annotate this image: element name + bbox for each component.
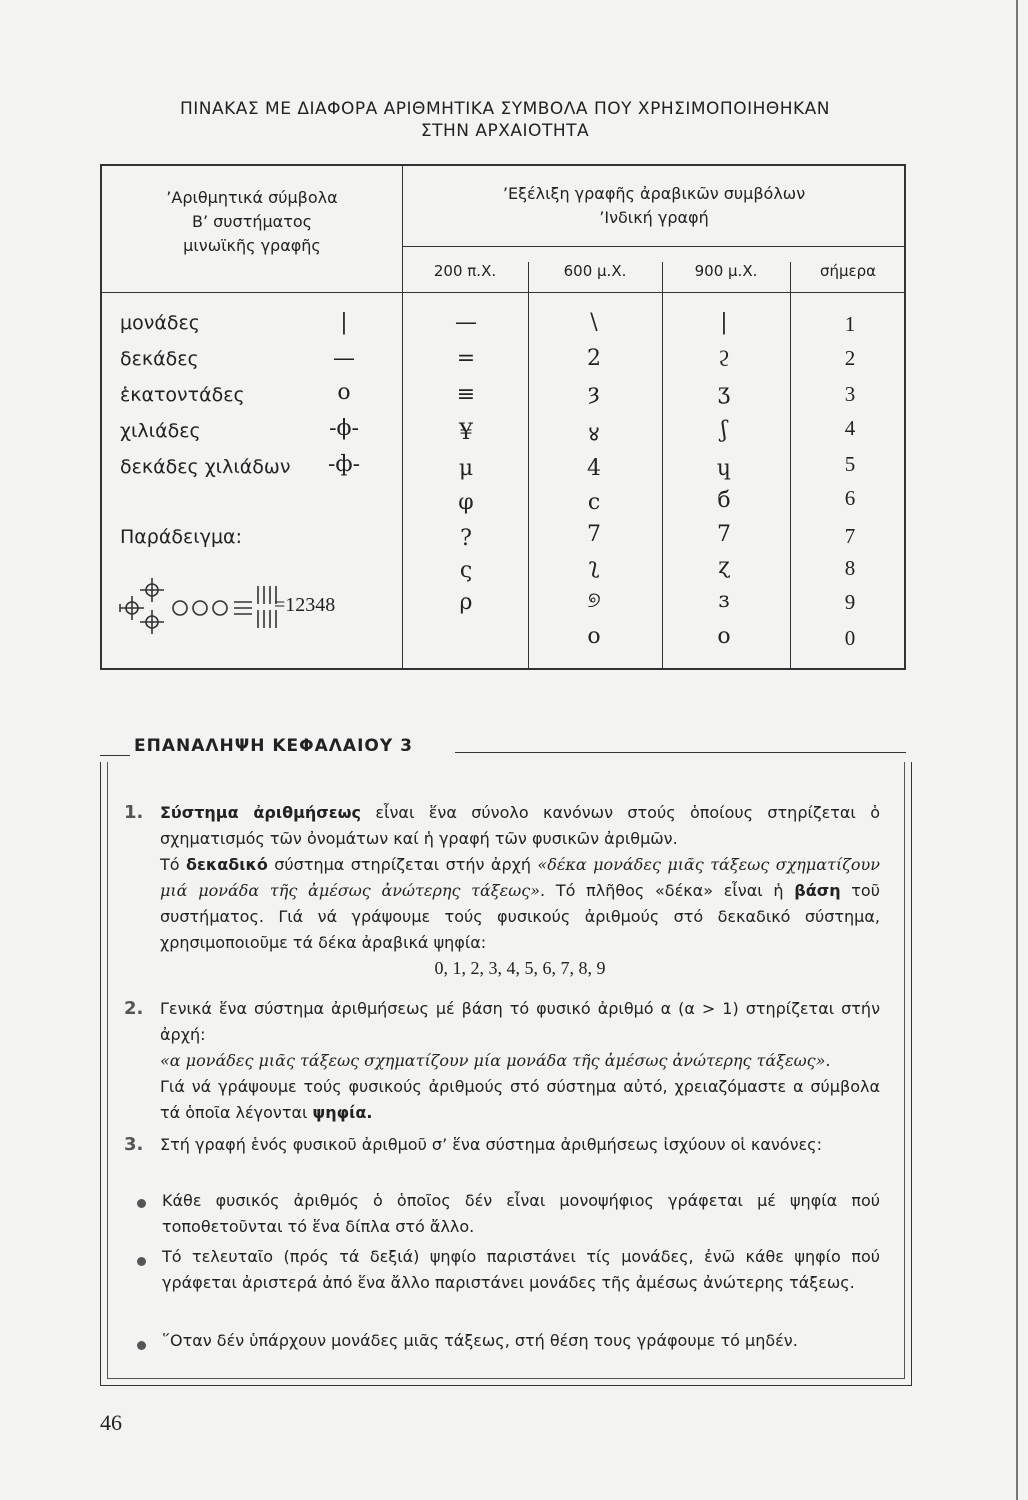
text: σύστημα στηρίζεται στήν ἀρχή xyxy=(274,855,531,874)
glyph-200bc: ¥ xyxy=(459,420,473,445)
glyph-900ad: б xyxy=(717,488,731,513)
heading-rule xyxy=(100,755,130,756)
page-edge xyxy=(1016,0,1018,1500)
left-header-line: ’Αριθμητικά σύμβολα xyxy=(166,188,338,207)
glyph-600ad: c xyxy=(587,490,601,515)
divider xyxy=(528,262,529,668)
minoan-symbol: -ф- xyxy=(327,452,361,477)
digit-today: 7 xyxy=(844,524,856,548)
column-header-900ad: 900 μ.Χ. xyxy=(694,262,758,280)
bullet-icon xyxy=(137,1341,146,1350)
glyph-200bc: ρ xyxy=(459,590,473,615)
text: Γενικά ἕνα σύστημα ἀριθμήσεως μέ βάση τό φυσικό ἀριθμό α (α > 1) στηρίζεται στήν ἀρχή: xyxy=(160,999,880,1044)
term: Σύστημα ἀριθμήσεως xyxy=(160,803,362,822)
digits-list: 0, 1, 2, 3, 4, 5, 6, 7, 8, 9 xyxy=(434,958,606,978)
divider xyxy=(402,166,403,668)
glyph-200bc: ≡ xyxy=(456,382,476,407)
item-text xyxy=(160,852,880,956)
digit-today: 2 xyxy=(844,346,856,370)
digit-today: 9 xyxy=(844,590,856,614)
glyph-900ad: | xyxy=(720,310,728,335)
quote: «δέκα μονάδες μιᾶς τάξεως σχηματίζουν μιά μονάδα τῆς ἀμέσως ἀνώτερης τάξεως». xyxy=(160,855,880,900)
glyph-200bc: ς xyxy=(459,558,473,583)
glyph-900ad: 7 xyxy=(717,522,731,547)
divider xyxy=(102,292,904,293)
item-number: 1. xyxy=(124,802,144,823)
term: ψηφία. xyxy=(312,1103,373,1122)
text: τοῦ συστήματος. Γιά νά γράψουμε τούς φυσικούς ἀριθμούς στό δεκαδικό σύστημα, χρησιμοποιοῦμε τά δέκα ἀραβικά ψηφία: xyxy=(160,881,880,952)
review-item-1 xyxy=(124,800,881,860)
rule-2: Τό τελευταῖο (πρός τά δεξιά) ψηφίο παριστάνει τίς μονάδες, ἐνῶ κάθε ψηφίο πού γράφεται ἀριστερά ἀπό ἕνα ἄλλο παριστάνει μονάδες τῆς ἀμέσως ἀνώτερης τάξεως. xyxy=(162,1247,880,1292)
glyph-600ad: 2 xyxy=(587,346,601,371)
digit-today: 0 xyxy=(844,626,856,650)
glyph-600ad: 4 xyxy=(587,456,601,481)
row-label-ten-thousands: δεκάδες χιλιάδων xyxy=(120,456,291,478)
glyph-600ad: o xyxy=(587,624,601,649)
column-header-200bc: 200 π.Χ. xyxy=(433,262,497,280)
glyph-600ad: \ xyxy=(590,310,598,335)
glyph-900ad: o xyxy=(717,624,731,649)
example-minoan-number xyxy=(116,578,386,634)
glyph-200bc: — xyxy=(455,310,477,335)
text: Στή γραφή ἑνός φυσικοῦ ἀριθμοῦ σ’ ἕνα σύστημα ἀριθμήσεως ἰσχύουν οἱ κανόνες: xyxy=(160,1135,822,1154)
item-number: 2. xyxy=(124,998,144,1019)
glyph-900ad: ɀ xyxy=(718,554,730,579)
glyph-200bc: μ xyxy=(458,456,474,481)
left-header xyxy=(112,186,392,258)
glyph-200bc: = xyxy=(456,346,476,371)
divider xyxy=(790,262,791,668)
item-text xyxy=(160,1048,912,1074)
digit-today: 4 xyxy=(844,416,856,440)
digit-today: 6 xyxy=(844,486,856,510)
left-header-line: μινωϊκῆς γραφῆς xyxy=(183,236,321,255)
divider xyxy=(662,262,663,668)
glyph-200bc: ? xyxy=(460,526,472,551)
heading-rule xyxy=(455,752,906,753)
example-label: Παράδειγμα: xyxy=(120,526,242,548)
title-line-2: ΣΤΗΝ ΑΡΧΑΙΟΤΗΤΑ xyxy=(420,121,590,141)
definition: εἶναι ἕνα σύνολο κανόνων στούς ὁποίους στηρίζεται ὁ σχηματισμός τῶν ὀνομάτων καί ἡ γραφή τῶν φυσικῶν ἀριθμῶν. xyxy=(160,803,881,848)
bullet-icon xyxy=(137,1257,146,1266)
title-line-1: ΠΙΝΑΚΑΣ ΜΕ ΔΙΑΦΟΡΑ ΑΡΙΘΜΗΤΙΚΑ ΣΥΜΒΟΛΑ ΠΟΥ ΧΡΗΣΙΜΟΠΟΙΗΘΗΚΑΝ xyxy=(179,99,831,119)
row-label-hundreds: ἑκατοντάδες xyxy=(120,384,245,406)
glyph-600ad: ४ xyxy=(588,422,600,447)
item-number: 3. xyxy=(124,1134,144,1155)
minoan-symbol: — xyxy=(333,346,355,371)
quote: «α μονάδες μιᾶς τάξεως σχηματίζουν μία μονάδα τῆς ἀμέσως ἀνώτερης τάξεως». xyxy=(160,1051,831,1070)
row-label-units: μονάδες xyxy=(120,312,200,334)
glyph-600ad: ȝ xyxy=(588,380,600,405)
numerals-table xyxy=(100,164,906,670)
glyph-600ad: ୭ xyxy=(587,588,601,613)
glyph-900ad: ɥ xyxy=(716,456,732,481)
review-heading xyxy=(100,736,906,756)
page-title xyxy=(100,98,910,142)
item-text xyxy=(160,1074,880,1126)
glyph-200bc: φ xyxy=(458,490,474,515)
text: Τό xyxy=(160,855,180,874)
item-text xyxy=(160,1132,880,1158)
digit-today: 5 xyxy=(844,452,856,476)
right-header-line: ’Εξέλιξη γραφῆς ἀραβικῶν συμβόλων xyxy=(502,184,806,203)
row-label-thousands: χιλιάδες xyxy=(120,420,201,442)
glyph-600ad: ʅ xyxy=(588,554,600,579)
column-header-today: σήμερα xyxy=(819,262,877,280)
minoan-symbol: o xyxy=(337,380,351,405)
example-value: =12348 xyxy=(274,594,336,616)
digit-today: 1 xyxy=(844,312,856,336)
item-text xyxy=(160,996,880,1048)
glyph-900ad: ϩ xyxy=(718,347,730,372)
review-heading-text: ΕΠΑΝΑΛΗΨΗ ΚΕΦΑΛΑΙΟΥ 3 xyxy=(134,736,413,756)
rule-1: Κάθε φυσικός ἀριθμός ὁ ὁποῖος δέν εἶναι μονοψήφιος γράφεται μέ ψηφία πού τοποθετοῦνται τό ἕνα δίπλα στό ἄλλο. xyxy=(162,1191,880,1236)
term: βάση xyxy=(794,881,841,900)
rule-3: ῞Οταν δέν ὑπάρχουν μονάδες μιᾶς τάξεως, στή θέση τους γράφουμε τό μηδέν. xyxy=(162,1331,798,1350)
glyph-600ad: 7 xyxy=(587,522,601,547)
item-text xyxy=(160,800,880,852)
minoan-symbol: | xyxy=(340,310,348,335)
column-header-600ad: 600 μ.Χ. xyxy=(563,262,627,280)
digit-today: 3 xyxy=(844,382,856,406)
bullet-icon xyxy=(137,1199,146,1208)
right-header-line: ’Ινδική γραφή xyxy=(599,208,709,227)
right-header xyxy=(402,182,906,230)
left-header-line: Β’ συστήματος xyxy=(192,212,312,231)
row-label-tens: δεκάδες xyxy=(120,348,199,370)
digit-today: 8 xyxy=(844,556,856,580)
divider xyxy=(402,246,904,247)
glyph-900ad: ɜ xyxy=(718,588,730,613)
minoan-symbol: -ϕ- xyxy=(329,416,359,441)
glyph-900ad: ʃ xyxy=(721,418,727,443)
glyph-900ad: ʒ xyxy=(717,380,731,405)
text: Τό πλῆθος «δέκα» εἶναι ἡ xyxy=(555,881,784,900)
page-number: 46 xyxy=(100,1410,122,1435)
term: δεκαδικό xyxy=(186,855,268,874)
text: Γιά νά γράψουμε τούς φυσικούς ἀριθμούς στό σύστημα αὐτό, χρειαζόμαστε α σύμβολα τά ὁποῖα λέγονται xyxy=(160,1077,880,1122)
